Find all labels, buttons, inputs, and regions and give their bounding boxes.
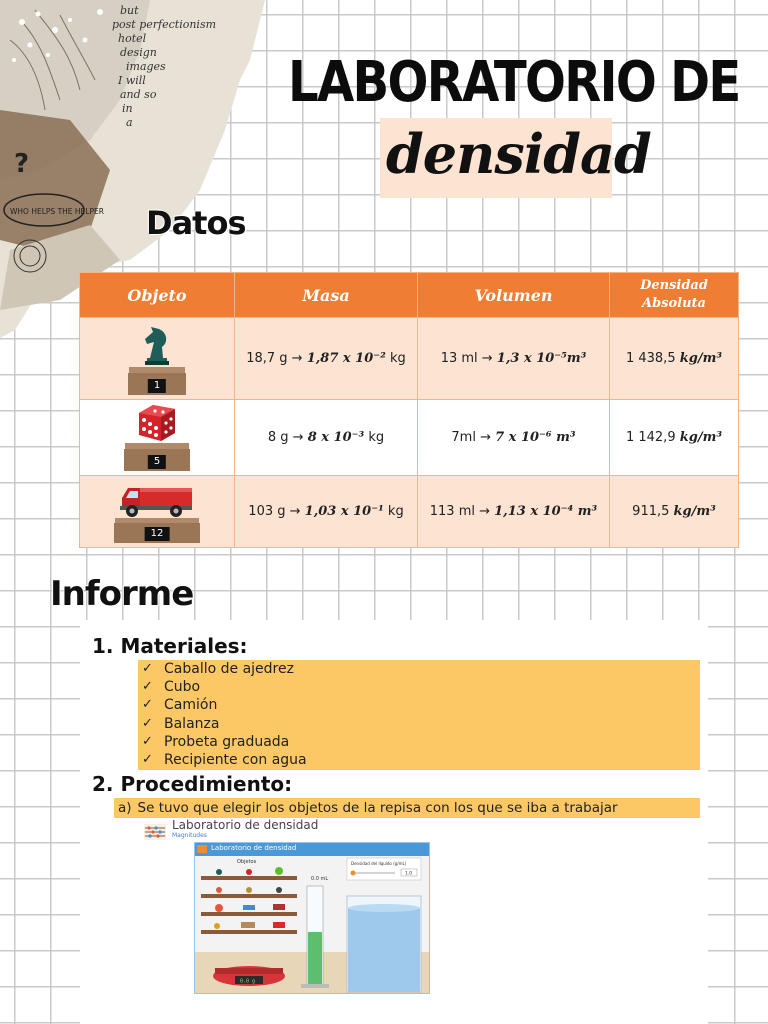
sim-title-bar [195,843,429,856]
step-marker: a) [118,800,132,816]
step-text: Se tuvo que elegir los objetos de la repisa con los que se iba a trabajar [137,800,618,816]
liquid-density-panel [347,858,421,880]
density-data-table [79,272,739,548]
column-header-densidad: Densidad Absoluta [610,273,739,318]
note-line: and so [120,88,157,101]
procedure-heading: 2. Procedimiento: [92,772,293,796]
note-line: hotel [118,32,147,45]
list-item: ✓ Caballo de ajedrez [138,660,700,678]
note-line: in [122,102,133,115]
simulation-window [194,842,430,994]
materials-heading: 1. Materiales: [92,634,248,658]
chess-knight-icon [135,323,179,367]
materials-list [138,660,700,770]
truck-icon [118,480,196,518]
densidad-cell: 1 438,5 kg/m³ [610,318,739,400]
question-mark: ? [14,149,30,179]
note-line: but [120,4,139,17]
volumen-cell: 7ml → 7 x 10⁻⁶ m³ [418,400,610,476]
dice-icon [133,401,181,443]
object-pedestal [124,401,190,471]
volumen-cell: 13 ml → 1,3 x 10⁻⁵m³ [418,318,610,400]
sim-density-label: Densidad del líquido (g/mL) [351,861,407,866]
masa-cell: 8 g → 8 x 10⁻³ kg [235,400,418,476]
table-header-row [80,273,739,318]
sim-objects-label: Objetos [237,859,257,865]
note-line: design [120,46,157,59]
column-header-objeto: Objeto [80,273,235,318]
object-cell [80,318,235,400]
list-item: ✓ Cubo [138,678,700,696]
page-subtitle: densidad [386,122,651,186]
object-number: 5 [148,455,166,469]
sim-cylinder-reading: 0.0 mL [311,876,329,882]
object-cell [80,400,235,476]
abacus-icon [144,824,166,840]
stamp-text: WHO HELPS THE HELPER [10,207,104,216]
table-row [80,400,739,476]
column-header-masa: Masa [235,273,418,318]
sim-app-subtitle: Magnitudes [172,832,207,839]
list-item: ✓ Recipiente con agua [138,751,700,769]
simulation-scene [195,856,429,993]
sim-scale-reading: 0.0 g [240,978,256,985]
sim-badge-icon [197,845,207,853]
object-number: 1 [148,379,166,393]
volumen-cell: 113 ml → 1,13 x 10⁻⁴ m³ [418,476,610,548]
water-container-icon [347,896,421,992]
masa-cell: 103 g → 1,03 x 10⁻¹ kg [235,476,418,548]
table-row [80,476,739,548]
section-heading-datos: Datos [146,204,246,242]
procedure-step [114,798,700,818]
note-line: I will [118,74,146,87]
page-title: LABORATORIO DE [288,50,740,115]
sim-app-title: Laboratorio de densidad [172,818,319,832]
table-row [80,318,739,400]
sim-density-value: 1.0 [405,871,413,877]
object-pedestal [114,480,200,543]
section-heading-informe: Informe [50,574,194,614]
column-header-volumen: Volumen [418,273,610,318]
object-number: 12 [145,527,170,541]
density-slider-handle [351,871,356,876]
note-line: a [126,116,133,129]
scale-icon [213,966,285,986]
masa-cell: 18,7 g → 1,87 x 10⁻² kg [235,318,418,400]
densidad-cell: 1 142,9 kg/m³ [610,400,739,476]
list-item: ✓ Balanza [138,715,700,733]
sim-window-title: Laboratorio de densidad [211,844,297,852]
object-cell [80,476,235,548]
densidad-cell: 911,5 kg/m³ [610,476,739,548]
note-line: images [126,60,166,73]
note-line: post perfectionism [112,18,217,31]
object-pedestal [128,323,186,395]
list-item: ✓ Camión [138,696,700,714]
list-item: ✓ Probeta graduada [138,733,700,751]
